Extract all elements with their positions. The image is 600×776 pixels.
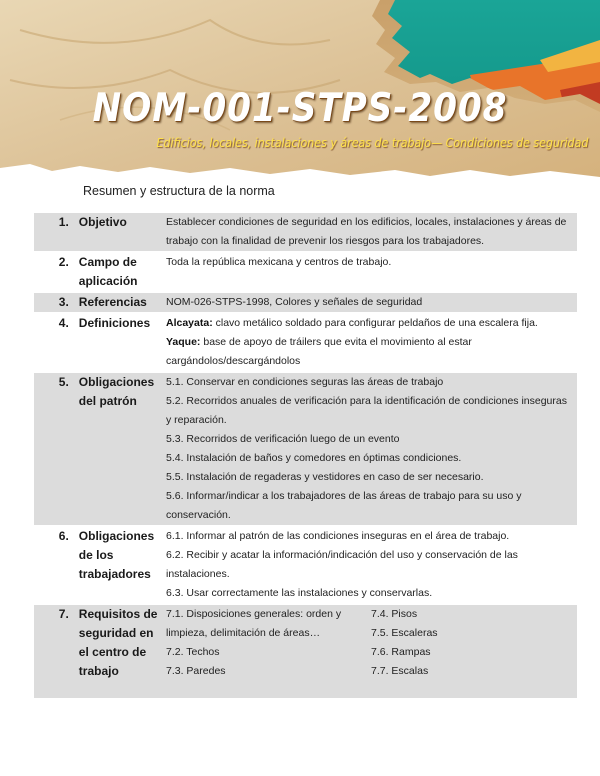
list-item: 7.5. Escaleras <box>371 627 438 639</box>
list-item: 6.2. Recibir y acatar la información/indicación del uso y conservación de las instalaciones. <box>166 549 518 580</box>
table-row <box>34 253 577 291</box>
section-heading: Resumen y estructura de la norma <box>83 184 275 198</box>
list-item: 7.6. Rampas <box>371 646 431 658</box>
row-number: 4. <box>58 316 69 330</box>
list-item: 5.4. Instalación de baños y comedores en óptimas condiciones. <box>166 452 462 464</box>
list-item: 5.1. Conservar en condiciones seguras las áreas de trabajo <box>166 376 444 388</box>
row-label: Obligaciones de los trabajadores <box>78 529 155 581</box>
list-item: 7.2. Techos <box>166 646 220 658</box>
row-label: Campo de aplicación <box>78 255 138 288</box>
row-number: 5. <box>34 373 77 525</box>
table-row <box>34 605 577 698</box>
requirements-column-right <box>371 605 571 681</box>
table-row <box>34 213 577 251</box>
document-title: NOM-001-STPS-2008 <box>92 86 508 131</box>
row-description: Establecer condiciones de seguridad en los edificios, locales, instalaciones y áreas de trabajo con la finalidad de prevenir los riesgos para los trabajadores. <box>162 213 577 251</box>
row-description <box>162 605 577 698</box>
list-item: 5.2. Recorridos anuales de verificación para la identificación de condiciones inseguras y reparación. <box>166 395 567 426</box>
list-item: 7.3. Paredes <box>166 665 226 677</box>
table-row <box>34 527 577 603</box>
list-item: 5.3. Recorridos de verificación luego de un evento <box>166 433 400 445</box>
row-description: NOM-026-STPS-1998, Colores y señales de seguridad <box>162 293 577 312</box>
row-label: Obligaciones del patrón <box>77 373 162 525</box>
header-banner <box>0 0 600 200</box>
list-item: 6.3. Usar correctamente las instalaciones y conservarlas. <box>166 587 433 599</box>
row-number: 6. <box>58 529 69 543</box>
table-row <box>34 293 577 312</box>
list-item: 7.1. Disposiciones generales: orden y limpieza, delimitación de áreas… <box>166 608 342 639</box>
definition-item <box>166 333 571 371</box>
row-label: Definiciones <box>78 316 151 330</box>
requirements-columns <box>166 605 571 681</box>
list-item: 7.7. Escalas <box>371 665 429 677</box>
list-item: 5.5. Instalación de regaderas y vestidores en caso de ser necesario. <box>166 471 484 483</box>
document-subtitle: Edificios, locales, instalaciones y áreas de trabajo— Condiciones de seguridad <box>156 136 588 150</box>
row-label: Objetivo <box>77 213 162 251</box>
definition-text: clavo metálico soldado para configurar peldaños de una escalera fija. <box>215 317 538 329</box>
definition-term: Alcayata: <box>166 317 213 329</box>
table-row <box>34 373 577 525</box>
row-number: 7. <box>34 605 77 698</box>
row-label: Referencias <box>77 293 162 312</box>
requirements-column-left <box>166 605 371 681</box>
row-description: Toda la república mexicana y centros de trabajo. <box>166 256 392 268</box>
row-number: 2. <box>58 255 69 269</box>
list-item: 5.6. Informar/indicar a los trabajadores de las áreas de trabajo para su uso y conservación. <box>166 490 522 521</box>
row-label: Requisitos de seguridad en el centro de trabajo <box>77 605 162 698</box>
table-row <box>34 314 577 371</box>
row-description <box>162 314 577 371</box>
list-item: 6.1. Informar al patrón de las condiciones inseguras en el área de trabajo. <box>166 530 510 542</box>
row-description <box>162 527 577 603</box>
row-description <box>162 373 577 525</box>
definition-term: Yaque: <box>166 336 201 348</box>
list-item: 7.4. Pisos <box>371 608 418 620</box>
definition-item <box>166 314 571 333</box>
row-number: 3. <box>34 293 77 312</box>
row-number: 1. <box>34 213 77 251</box>
definition-text: base de apoyo de tráilers que evita el movimiento al estar cargándolos/descargándolos <box>166 336 472 367</box>
summary-table <box>34 213 577 698</box>
